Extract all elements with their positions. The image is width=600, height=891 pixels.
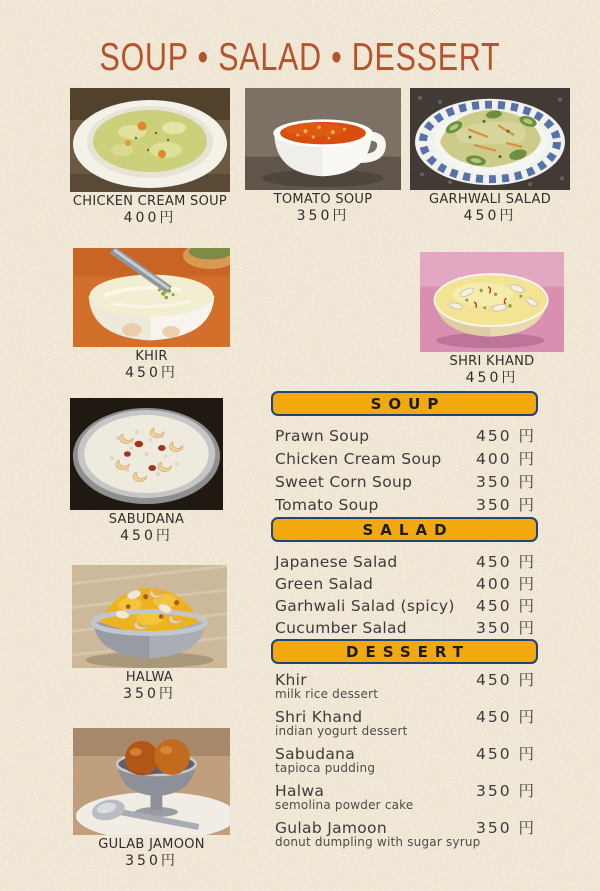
menu-item [275, 493, 536, 516]
item-price: 450 円 [475, 427, 536, 445]
chicken-cream-soup-image [70, 88, 230, 192]
caption [410, 193, 570, 224]
item-price: 350 円 [475, 619, 536, 637]
menu-item [275, 616, 536, 638]
photo-halwa [72, 565, 227, 702]
menu-item [275, 572, 536, 594]
price-list [271, 391, 538, 853]
dish-price: 350円 [123, 685, 176, 702]
dish-price: 450円 [463, 207, 517, 224]
item-name: Cucumber Salad [275, 619, 407, 637]
gulab-jamoon-image [73, 728, 230, 835]
dish-price: 450円 [465, 369, 519, 386]
item-price: 350 円 [475, 473, 536, 491]
item-price: 350 円 [475, 782, 536, 800]
caption [420, 355, 564, 386]
item-description: donut dumpling with sugar syrup [275, 835, 481, 849]
dish-label: TOMATO SOUP [273, 192, 373, 207]
menu-item [275, 470, 536, 493]
menu-item [275, 779, 536, 813]
menu-item [275, 816, 536, 850]
caption [73, 350, 230, 381]
item-price: 450 円 [475, 597, 536, 615]
item-name: Halwa [275, 782, 325, 800]
section-header-salad [271, 517, 538, 542]
item-name: Khir [275, 671, 307, 689]
menu-item [275, 668, 536, 702]
item-name: Sweet Corn Soup [275, 473, 413, 491]
item-price: 400 円 [475, 575, 536, 593]
soup-items [275, 424, 536, 516]
menu-item [275, 742, 536, 776]
page-title: SOUP • SALAD • DESSERT [99, 36, 501, 79]
item-description: indian yogurt dessert [275, 724, 408, 738]
tomato-soup-image [245, 88, 401, 190]
section-title: DESSERT [346, 642, 470, 661]
dish-label: SHRI KHAND [449, 354, 535, 369]
item-description: semolina powder cake [275, 798, 414, 812]
dish-label: SABUDANA [108, 512, 185, 527]
item-name: Garhwali Salad (spicy) [275, 597, 455, 615]
caption [245, 193, 401, 224]
item-price: 450 円 [475, 708, 536, 726]
dish-label: CHICKEN CREAM SOUP [72, 194, 228, 209]
dish-label: HALWA [125, 670, 174, 685]
photo-tomato-soup [245, 88, 401, 224]
menu-item [275, 447, 536, 470]
photo-garhwali-salad [410, 88, 570, 224]
dish-label: GARHWALI SALAD [428, 192, 552, 207]
caption [70, 195, 230, 226]
dish-label: KHIR [135, 349, 168, 364]
item-price: 450 円 [475, 553, 536, 571]
garhwali-salad-image [410, 88, 570, 190]
shri-khand-image [420, 252, 564, 352]
dish-price: 350円 [125, 852, 178, 869]
item-price: 450 円 [475, 671, 536, 689]
dish-label: GULAB JAMOON [98, 837, 205, 852]
section-title: SALAD [362, 520, 454, 539]
item-name: Prawn Soup [275, 427, 370, 445]
item-name: Gulab Jamoon [275, 819, 387, 837]
menu-item [275, 424, 536, 447]
dish-price: 450円 [125, 364, 178, 381]
item-name: Tomato Soup [275, 496, 379, 514]
item-price: 450 円 [475, 745, 536, 763]
dessert-items [275, 668, 536, 850]
item-name: Chicken Cream Soup [275, 450, 442, 468]
caption [73, 838, 230, 869]
photo-gulab-jamoon [73, 728, 230, 869]
salad-items [275, 550, 536, 638]
section-header-soup [271, 391, 538, 416]
sabudana-image [70, 398, 223, 510]
item-description: milk rice dessert [275, 687, 379, 701]
photo-sabudana [70, 398, 223, 544]
section-header-dessert [271, 639, 538, 664]
menu-item [275, 594, 536, 616]
menu-item [275, 705, 536, 739]
photo-chicken-cream-soup [70, 88, 230, 226]
item-name: Shri Khand [275, 708, 363, 726]
item-description: tapioca pudding [275, 761, 376, 775]
section-title: SOUP [370, 394, 446, 413]
item-name: Japanese Salad [275, 553, 398, 571]
halwa-image [72, 565, 227, 668]
item-name: Sabudana [275, 745, 356, 763]
item-price: 350 円 [475, 819, 536, 837]
item-price: 400 円 [475, 450, 536, 468]
menu-item [275, 550, 536, 572]
dish-price: 400円 [123, 209, 177, 226]
item-price: 350 円 [475, 496, 536, 514]
caption [72, 671, 227, 702]
caption [70, 513, 223, 544]
photo-shri-khand [420, 252, 564, 386]
item-name: Green Salad [275, 575, 374, 593]
dish-price: 350円 [296, 207, 350, 224]
photo-khir [73, 248, 230, 381]
khir-image [73, 248, 230, 347]
dish-price: 450円 [120, 527, 173, 544]
